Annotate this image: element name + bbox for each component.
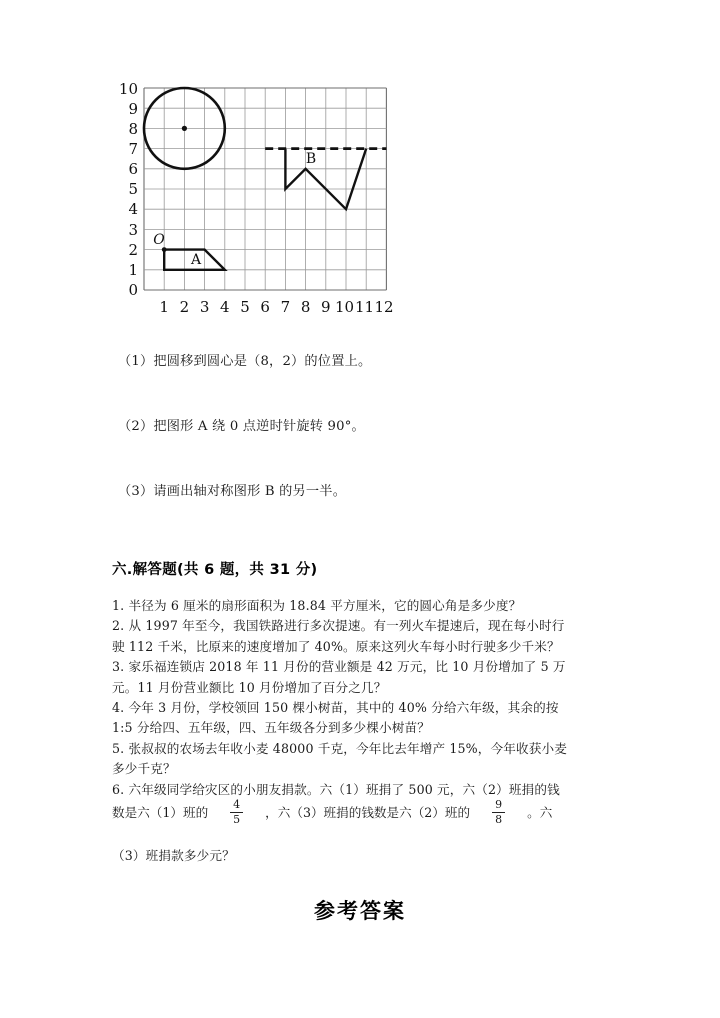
svg-text:3: 3 bbox=[128, 221, 138, 239]
svg-text:2: 2 bbox=[179, 298, 190, 316]
problem-4-line-1: 4. 今年 3 月份，学校领回 150 棵小树苗，其中的 40% 分给六年级，其余的按 bbox=[112, 699, 559, 715]
svg-text:7: 7 bbox=[280, 298, 291, 316]
svg-text:0: 0 bbox=[128, 281, 138, 299]
svg-text:8: 8 bbox=[300, 298, 311, 316]
problem-5-line-1: 5. 张叔叔的农场去年收小麦 48000 千克，今年比去年增产 15%，今年收获小麦 bbox=[112, 740, 568, 756]
svg-text:12: 12 bbox=[374, 298, 394, 316]
problem-list bbox=[112, 596, 612, 800]
svg-text:11: 11 bbox=[354, 298, 375, 316]
svg-text:10: 10 bbox=[334, 298, 355, 316]
problem-6-line-1: 6. 六年级同学给灾区的小朋友捐款。六（1）班捐了 500 元，六（2）班捐的钱 bbox=[112, 781, 560, 797]
problem-6-last-line: （3）班捐款多少元？ bbox=[112, 848, 235, 863]
problem-3-line-2: 元。11 月份营业额比 10 月份增加了百分之几？ bbox=[112, 679, 387, 695]
svg-text:9: 9 bbox=[321, 298, 331, 316]
svg-text:1: 1 bbox=[128, 261, 138, 279]
subquestion-2: （2）把图形 A 绕 0 点逆时针旋转 90°。 bbox=[118, 418, 365, 434]
answer-key-heading: 参考答案 bbox=[314, 899, 406, 923]
problem-6-fraction-line bbox=[112, 800, 622, 826]
problem-2-line-2: 驶 112 千米，比原来的速度增加了 40%。原来这列火车每小时行驶多少千米？ bbox=[112, 638, 560, 654]
problem-5-line-2: 多少千克？ bbox=[112, 761, 176, 777]
label-a: A bbox=[190, 252, 202, 268]
svg-text:4: 4 bbox=[220, 298, 230, 316]
coordinate-grid-figure bbox=[112, 80, 412, 325]
subquestion-3: （3）请画出轴对称图形 B 的另一半。 bbox=[118, 483, 347, 499]
svg-text:5: 5 bbox=[240, 298, 250, 316]
svg-text:7: 7 bbox=[128, 140, 138, 158]
svg-text:2: 2 bbox=[128, 241, 138, 259]
fraction-four-fifths bbox=[230, 799, 243, 825]
fraction-2-denominator: 8 bbox=[495, 812, 503, 826]
grid-svg bbox=[112, 80, 412, 325]
fraction-1-numerator: 4 bbox=[230, 799, 243, 813]
section-heading: 六.解答题(共 6 题，共 31 分) bbox=[112, 562, 318, 578]
problem-4-line-2: 1:5 分给四、五年级，四、五年级各分到多少棵小树苗？ bbox=[112, 720, 430, 736]
subquestion-1: （1）把圆移到圆心是（8，2）的位置上。 bbox=[118, 354, 372, 369]
grid-lines bbox=[144, 88, 386, 290]
fraction-nine-eighths bbox=[492, 799, 505, 825]
problem-2-line-1: 2. 从 1997 年至今，我国铁路进行多次提速。有一列火车提速后，现在每小时行 bbox=[112, 618, 565, 634]
svg-text:5: 5 bbox=[128, 180, 138, 198]
svg-text:3: 3 bbox=[199, 298, 210, 316]
problem-3-line-1: 3. 家乐福连锁店 2018 年 11 月份的营业额是 42 万元，比 10 月份增加了 5 万 bbox=[112, 659, 566, 675]
label-b: B bbox=[305, 151, 317, 167]
problem-1-line-1: 1. 半径为 6 厘米的扇形面积为 18.84 平方厘米，它的圆心角是多少度？ bbox=[112, 598, 522, 613]
y-axis-tick-labels bbox=[119, 80, 138, 299]
x-axis-tick-labels bbox=[159, 298, 393, 316]
svg-text:9: 9 bbox=[128, 100, 138, 118]
subquestion-list bbox=[118, 352, 618, 501]
problem-6-part-a: 数是六（1）班的 bbox=[112, 804, 209, 820]
problem-6-part-b: ，六（3）班捐的钱数是六（2）班的 bbox=[265, 804, 471, 820]
svg-text:10: 10 bbox=[118, 80, 138, 98]
fraction-2-numerator: 9 bbox=[492, 799, 505, 813]
label-o-origin: O bbox=[153, 232, 165, 248]
svg-text:4: 4 bbox=[128, 200, 138, 218]
problem-6-part-c: 。六 bbox=[527, 804, 553, 820]
fraction-1-denominator: 5 bbox=[233, 812, 241, 826]
svg-text:6: 6 bbox=[128, 160, 138, 178]
svg-text:1: 1 bbox=[159, 298, 169, 316]
svg-text:6: 6 bbox=[260, 298, 270, 316]
svg-text:8: 8 bbox=[128, 120, 138, 138]
